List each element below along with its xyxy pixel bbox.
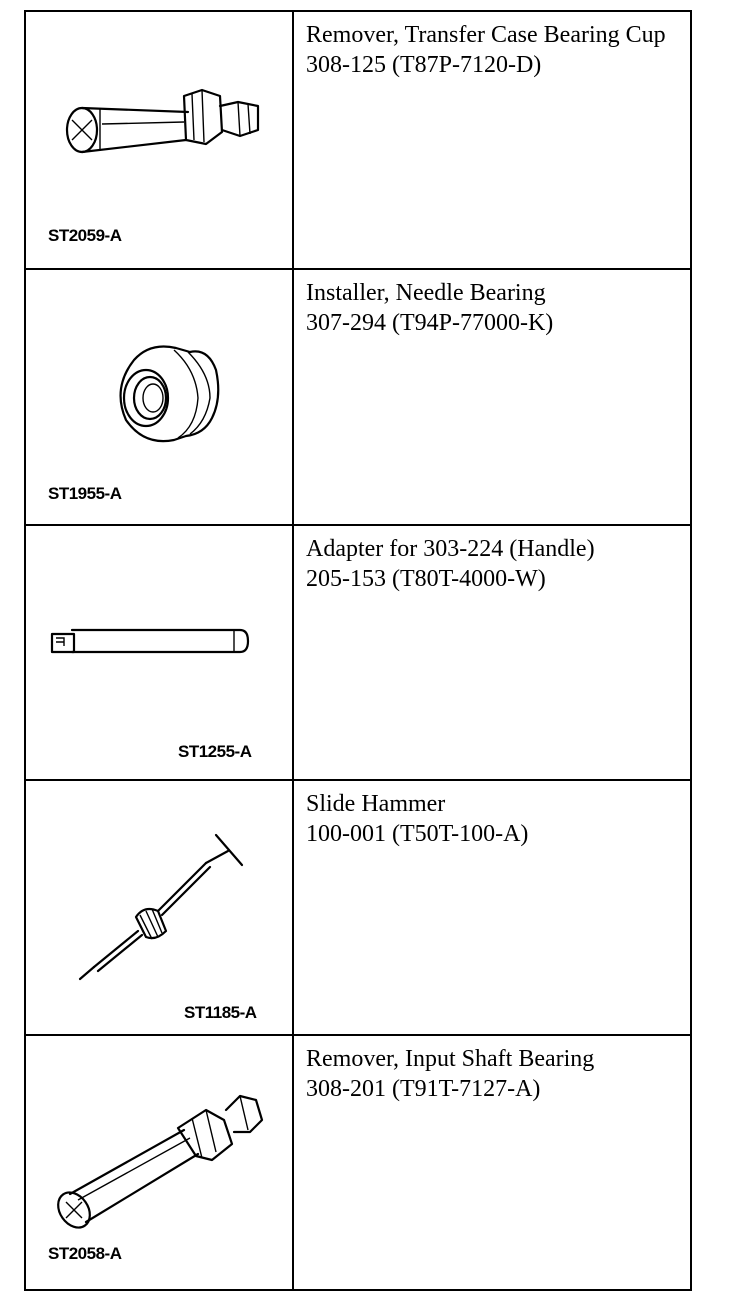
tool-description (306, 278, 684, 338)
illustration-code: ST2058-A (48, 1244, 122, 1263)
tool-row (26, 12, 690, 270)
tool-row (26, 526, 690, 781)
tool-name: Remover, Input Shaft Bearing (306, 1046, 595, 1072)
tool-row (26, 781, 690, 1036)
tool-illustration-cell (26, 1036, 294, 1289)
tool-illustration-cell (26, 270, 294, 524)
tool-part-numbers: 308-201 (T91T-7127-A) (306, 1076, 541, 1102)
tool-name: Adapter for 303-224 (Handle) (306, 536, 595, 562)
tool-illustration-cell (26, 526, 294, 779)
tool-name: Remover, Transfer Case Bearing Cup (306, 22, 666, 48)
tool-name: Slide Hammer (306, 791, 446, 817)
tool-part-numbers: 307-294 (T94P-77000-K) (306, 310, 554, 336)
illustration-code: ST1185-A (184, 1003, 257, 1022)
tool-illustration-cell (26, 781, 294, 1034)
illustration-code: ST1255-A (178, 742, 252, 761)
slide-hammer-icon (26, 781, 292, 1034)
illustration-code: ST2059-A (48, 226, 122, 245)
tool-description (306, 789, 684, 849)
special-tools-table (24, 10, 692, 1291)
tool-part-numbers: 205-153 (T80T-4000-W) (306, 566, 546, 592)
illustration-code: ST1955-A (48, 484, 122, 503)
handle-adapter-icon (26, 526, 292, 779)
tool-description (306, 1044, 684, 1104)
tool-row (26, 270, 690, 526)
tool-name: Installer, Needle Bearing (306, 280, 546, 306)
tool-part-numbers: 100-001 (T50T-100-A) (306, 821, 529, 847)
tool-illustration-cell (26, 12, 294, 268)
tool-description (306, 20, 684, 80)
tool-description (306, 534, 684, 594)
tool-part-numbers: 308-125 (T87P-7120-D) (306, 52, 542, 78)
tool-row (26, 1036, 690, 1289)
